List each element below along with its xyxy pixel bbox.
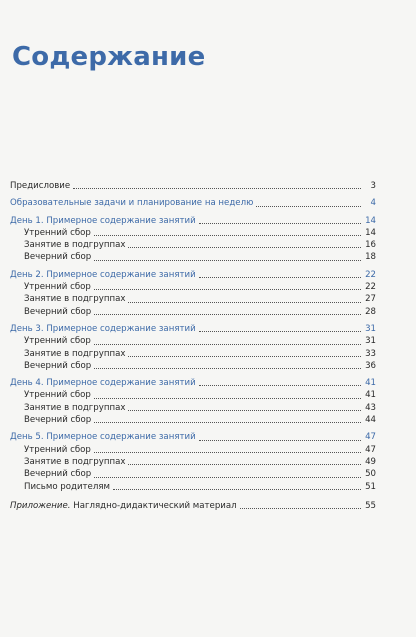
toc-entry: [10, 215, 376, 227]
toc-entry-label: День 4. Примерное содержание занятий: [10, 378, 196, 389]
toc-leader-dots: [73, 188, 361, 189]
toc-entry-page-number: 14: [365, 215, 376, 226]
toc-entry: [10, 323, 376, 335]
toc-entry-page-number: 43: [365, 402, 376, 413]
toc-entry: [10, 293, 376, 305]
toc-entry-page-number: 41: [365, 390, 376, 401]
toc-entry: [10, 360, 376, 372]
toc-entry-label: День 1. Примерное содержание занятий: [10, 215, 196, 226]
toc-entry-label-italic: Приложение.: [10, 500, 71, 511]
toc-entry: [10, 414, 376, 426]
toc-entry-page-number: 41: [365, 378, 376, 389]
toc-entry-page-number: 49: [365, 456, 376, 467]
toc-entry: [10, 481, 376, 493]
toc-entry-page-number: 44: [365, 415, 376, 426]
toc-leader-dots: [256, 206, 361, 207]
page-title: Содержание: [12, 42, 206, 72]
toc-entry-page-number: 4: [370, 198, 376, 209]
toc-entry-page-number: 33: [365, 348, 376, 359]
toc-entry-label: Вечерний сбор: [24, 415, 92, 426]
toc-leader-dots: [94, 398, 361, 399]
toc-leader-dots: [128, 410, 361, 411]
toc-entry-label: Предисловие: [10, 181, 71, 191]
toc-leader-dots: [94, 344, 361, 345]
toc-leader-dots: [240, 508, 361, 509]
toc-entry-label: Занятие в подгруппах: [24, 348, 126, 359]
toc-entry: [10, 251, 376, 263]
toc-entry-page-number: 47: [365, 432, 376, 443]
toc-entry-page-number: 27: [365, 294, 376, 305]
toc-entry-label: Занятие в подгруппах: [24, 456, 126, 467]
toc-entry: [10, 456, 376, 468]
toc-entry: [10, 444, 376, 456]
toc-entry-label: Утренний сбор: [24, 282, 91, 293]
toc-entry-label: День 2. Примерное содержание занятий: [10, 269, 196, 280]
toc-leader-dots: [128, 464, 361, 465]
toc-entry-label: Занятие в подгруппах: [24, 402, 126, 413]
toc-entry-page-number: 22: [365, 282, 376, 293]
toc-leader-dots: [94, 314, 361, 315]
toc-entry: [10, 431, 376, 443]
toc-entry: [10, 197, 376, 209]
toc-entry: [10, 389, 376, 401]
toc-entry: [10, 281, 376, 293]
toc-entry: [10, 306, 376, 318]
toc-entry: [10, 335, 376, 347]
toc-entry: [10, 500, 376, 512]
toc-leader-dots: [128, 247, 361, 248]
toc-entry-label: Занятие в подгруппах: [24, 240, 126, 251]
toc-entry-label: День 3. Примерное содержание занятий: [10, 323, 196, 334]
toc-entry-label-text: Наглядно-дидактический материал: [70, 500, 237, 511]
toc-leader-dots: [94, 477, 361, 478]
toc-entry: [10, 402, 376, 414]
toc-leader-dots: [94, 235, 361, 236]
toc-entry-label: Утренний сбор: [24, 444, 91, 455]
toc-entry-page-number: 51: [365, 481, 376, 492]
toc-leader-dots: [199, 223, 361, 224]
toc-entry: [10, 377, 376, 389]
toc-leader-dots: [128, 356, 361, 357]
toc-entry-label: Вечерний сбор: [24, 252, 92, 263]
toc-leader-dots: [94, 368, 361, 369]
toc-entry-page-number: 31: [365, 336, 376, 347]
table-of-contents: [10, 180, 376, 512]
toc-entry-page-number: 28: [365, 306, 376, 317]
toc-entry-label: Вечерний сбор: [24, 306, 92, 317]
toc-entry-label: Письмо родителям: [24, 481, 110, 492]
toc-entry: [10, 269, 376, 281]
toc-leader-dots: [199, 385, 361, 386]
toc-entry-label: Утренний сбор: [24, 336, 91, 347]
toc-entry: [10, 348, 376, 360]
toc-entry-label: Образовательные задачи и планирование на неделю: [10, 198, 254, 209]
toc-leader-dots: [94, 452, 361, 453]
toc-entry-page-number: 31: [365, 323, 376, 334]
toc-leader-dots: [128, 302, 361, 303]
toc-entry-page-number: 22: [365, 269, 376, 280]
toc-entry-label: [10, 500, 237, 512]
toc-leader-dots: [94, 289, 361, 290]
toc-entry-page-number: 3: [370, 181, 376, 191]
toc-entry: [10, 180, 376, 192]
toc-entry-label: День 5. Примерное содержание занятий: [10, 432, 196, 443]
toc-entry-page-number: 47: [365, 444, 376, 455]
toc-entry-page-number: 16: [365, 240, 376, 251]
toc-entry-page-number: 55: [365, 500, 376, 511]
toc-entry-label: Утренний сбор: [24, 390, 91, 401]
toc-entry-label: Вечерний сбор: [24, 360, 92, 371]
toc-entry-page-number: 14: [365, 227, 376, 238]
toc-entry-page-number: 18: [365, 252, 376, 263]
toc-leader-dots: [94, 260, 361, 261]
toc-entry: [10, 468, 376, 480]
toc-entry-label: Занятие в подгруппах: [24, 294, 126, 305]
toc-entry: [10, 239, 376, 251]
toc-entry: [10, 227, 376, 239]
toc-entry-page-number: 36: [365, 360, 376, 371]
toc-entry-label: Утренний сбор: [24, 227, 91, 238]
toc-leader-dots: [113, 489, 361, 490]
toc-entry-label: Вечерний сбор: [24, 469, 92, 480]
toc-leader-dots: [199, 440, 361, 441]
toc-leader-dots: [94, 422, 361, 423]
toc-leader-dots: [199, 331, 361, 332]
toc-leader-dots: [199, 277, 361, 278]
toc-entry-page-number: 50: [365, 469, 376, 480]
